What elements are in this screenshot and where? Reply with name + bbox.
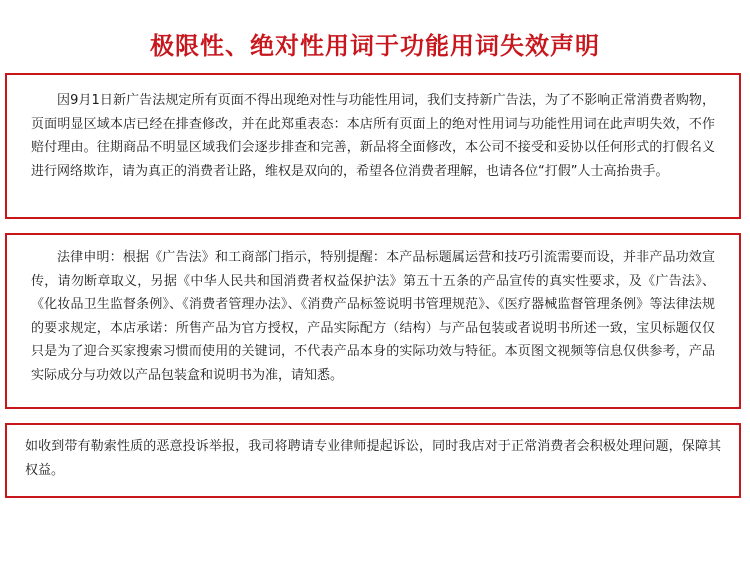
warning-box: [5, 423, 741, 498]
notice-text: 因9月1日新广告法规定所有页面不得出现绝对性与功能性用词，我们支持新广告法，为了不影响正常消费者购物，页面明显区域本店已经在排查修改，并在此郑重表态：本店所有页面上的绝对性用词与功能性用词在此声明失效，不作赔付理由。往期商品不明显区域我们会逐步排查和完善，新品将全面修改，本公司不接受和妥协以任何形式的打假名义进行网络欺诈，请为真正的消费者让路，维权是双向的，希望各位消费者理解，也请各位“打假”人士高抬贵手。: [31, 93, 715, 179]
warning-text: 如收到带有勒索性质的恶意投诉举报，我司将聘请专业律师提起诉讼，同时我店对于正常消费者会积极处理问题，保障其权益。: [25, 439, 721, 478]
legal-statement-box: [5, 233, 741, 409]
legal-statement-text: 法律申明：根据《广告法》和工商部门指示，特别提醒：本产品标题属运营和技巧引流需要而设，并非产品功效宣传，请勿断章取义，另据《中华人民共和国消费者权益保护法》第五十五条的产品宣传的真实性要求，及《广告法》、《化妆品卫生监督条例》、《消费者管理办法》、《消费产品标签说明书管理规范》、《医疗器械监督管理条例》等法律法规的要求规定，本店承诺：所售产品为官方授权，产品实际配方（结构）与产品包装或者说明书所述一致，宝贝标题仅仅只是为了迎合买家搜索习惯而使用的关键词，不代表产品本身的实际功效与特征。本页图文视频等信息仅供参考，产品实际成分与功效以产品包装盒和说明书为准，请知悉。: [31, 250, 715, 383]
page-title: 极限性、绝对性用词于功能用词失效声明: [150, 32, 600, 60]
notice-box: [5, 73, 741, 219]
